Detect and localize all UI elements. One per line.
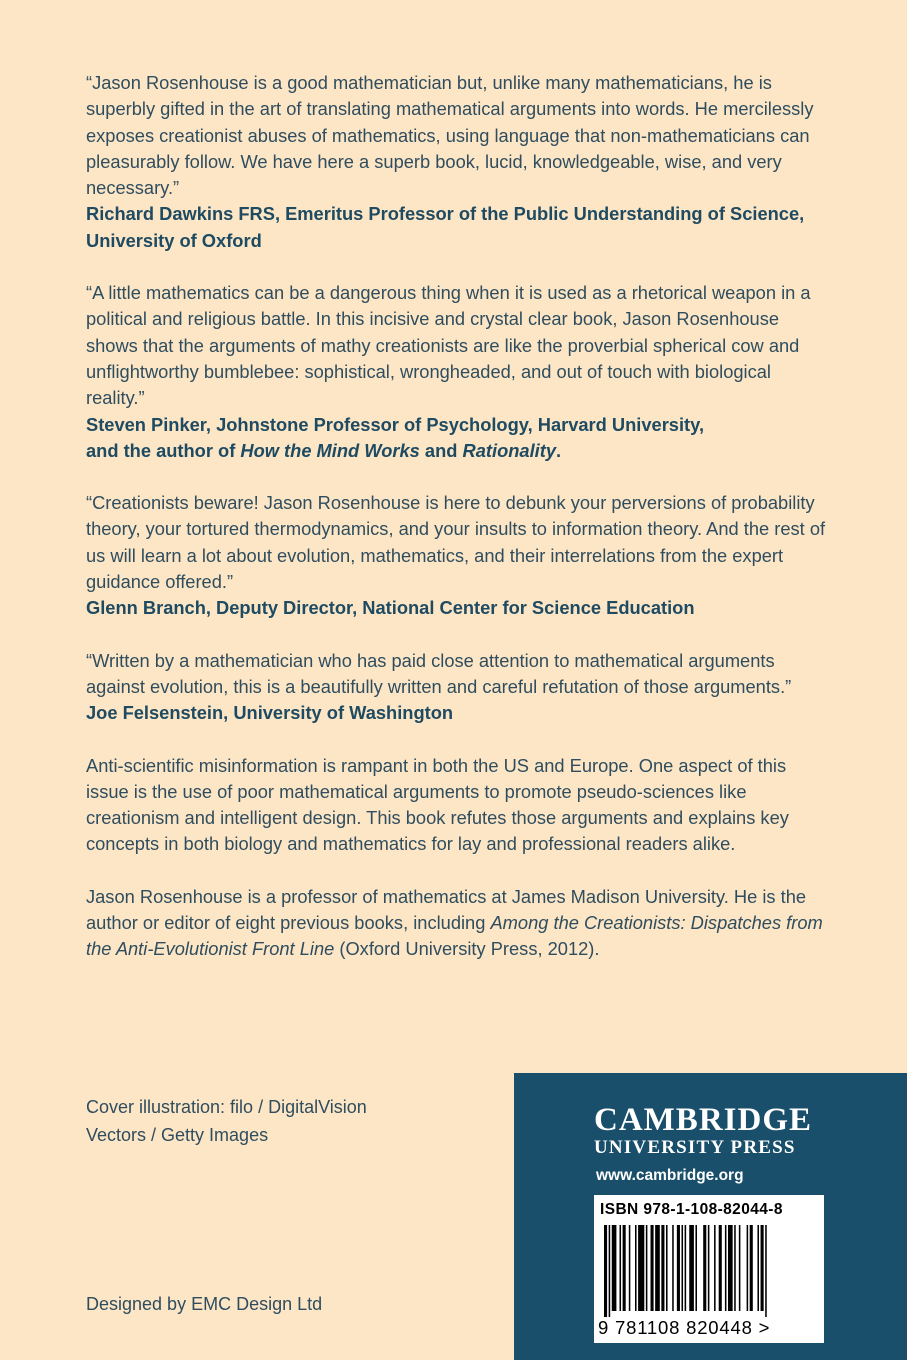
book-title: Among the Creationists: Dispatches from the Anti-Evolutionist Front Line [86,912,823,960]
barcode-bar [666,1225,668,1311]
barcode-bar [728,1225,733,1311]
attribution-conjunction: and [424,439,458,461]
barcode-bar [635,1225,637,1311]
book-description [86,753,826,858]
barcode-bar [750,1225,753,1311]
endorsement-attribution: Richard Dawkins FRS, Emeritus Professor of the Public Understanding of Science, University of Oxford [86,203,805,251]
isbn-label: ISBN 978-1-108-82044-8 [600,1201,783,1218]
barcode-bar [609,1225,611,1317]
barcode-bar [739,1225,741,1311]
endorsement-quote: “Jason Rosenhouse is a good mathematician but, unlike many mathematicians, he is superbly gifted in the art of translating mathematical arguments into words. He mercilessly exposes creationist abuses of mathematics, using language that non-mathematicians can pleasurably follow. We have here a superb book, lucid, knowledgeable, wise, and very necessary.” [86,72,814,199]
attribution-end: . [555,439,562,461]
barcode-bar [655,1225,660,1311]
designer-credit: Designed by EMC Design Ltd [86,1294,323,1314]
cover-credit-line: Vectors / Getty Images [86,1125,269,1145]
back-cover-text [86,70,826,989]
bio-publisher-info: (Oxford University Press, 2012). [339,938,600,960]
book-title: Rationality [462,439,556,461]
endorsement-branch [86,490,826,621]
barcode-bar [638,1225,644,1311]
barcode-bar [708,1225,710,1311]
barcode-bar [689,1225,694,1311]
book-title: How the Mind Works [240,439,420,461]
endorsement-attribution: Joe Felsenstein, University of Washington [86,702,454,724]
barcode-bar [646,1225,648,1311]
barcode-bar [719,1225,722,1311]
description-text: Anti-scientific misinformation is rampant in both the US and Europe. One aspect of this issue is the use of poor mathematical arguments to promote pseudo-sciences like creationism and intelligent design. This book refutes those arguments and explains key concepts in both biology and mathematics for lay and professional readers alike. [86,754,789,855]
barcode-bar [747,1225,749,1311]
barcode-bar [765,1225,767,1317]
barcode-bar [604,1225,607,1317]
barcode-bar [651,1225,654,1311]
publisher-logo [594,1103,812,1159]
endorsement-quote: “A little mathematics can be a dangerous thing when it is used as a rhetorical weapon in a political and religious battle. In this incisive and crystal clear book, Jason Rosenhouse shows that the arguments of mathy creationists are like the proverbial spherical cow and unflightworthy bumblebee: sophistical, wrongheaded, and out of touch with biological reality.” [86,282,811,409]
barcode-bar [761,1225,764,1311]
barcode-bar [714,1225,716,1311]
barcode-bar [677,1225,680,1311]
cover-credit-line: Cover illustration: filo / DigitalVision [86,1097,367,1117]
barcode-bar [629,1225,631,1311]
endorsement-attribution [86,412,826,465]
endorsement-pinker [86,280,826,464]
endorsement-quote: “Written by a mathematician who has paid close attention to mathematical arguments against evolution, this is a beautifully written and careful refutation of those arguments.” [86,649,792,697]
publisher-url: www.cambridge.org [596,1167,744,1184]
barcode-bar [672,1225,674,1311]
barcode-bar [612,1225,617,1311]
isbn-barcode [594,1195,824,1343]
endorsement-felsenstein [86,648,826,727]
publisher-name: CAMBRIDGE [594,1102,813,1138]
barcode-bar [725,1225,727,1311]
barcode-bar [703,1225,706,1311]
barcode-bar [685,1225,687,1311]
barcode-digits: 9 781108 820448 > [598,1317,771,1338]
barcode-bar [695,1225,697,1311]
attribution-line: Steven Pinker, Johnstone Professor of Psychology, Harvard University, [86,413,705,435]
endorsement-quote: “Creationists beware! Jason Rosenhouse is here to debunk your perversions of probability theory, your tortured thermodynamics, and your insults to information theory. And the rest of us will learn a lot about evolution, mathematics, and their interrelations from the expert guidance offered.” [86,492,826,593]
cover-credit [86,1093,367,1149]
endorsement-dawkins [86,70,826,254]
barcode-bar [620,1225,622,1311]
author-bio-text [86,884,826,963]
bio-text: Jason Rosenhouse is a professor of mathematics at James Madison University. He is the author or editor of eight previous books, including [86,885,807,934]
barcode-icon [600,1225,818,1317]
barcode-bar [661,1225,664,1311]
barcode-bar [682,1225,684,1311]
barcode-bar [623,1225,626,1311]
barcode-bar [734,1225,736,1311]
author-bio [86,884,826,963]
barcode-bar [757,1225,759,1311]
endorsement-attribution: Glenn Branch, Deputy Director, National Center for Science Education [86,597,695,619]
publisher-subname: UNIVERSITY PRESS [594,1137,796,1158]
publisher-panel [514,1073,907,1360]
attribution-prefix: and the author of [86,439,236,461]
